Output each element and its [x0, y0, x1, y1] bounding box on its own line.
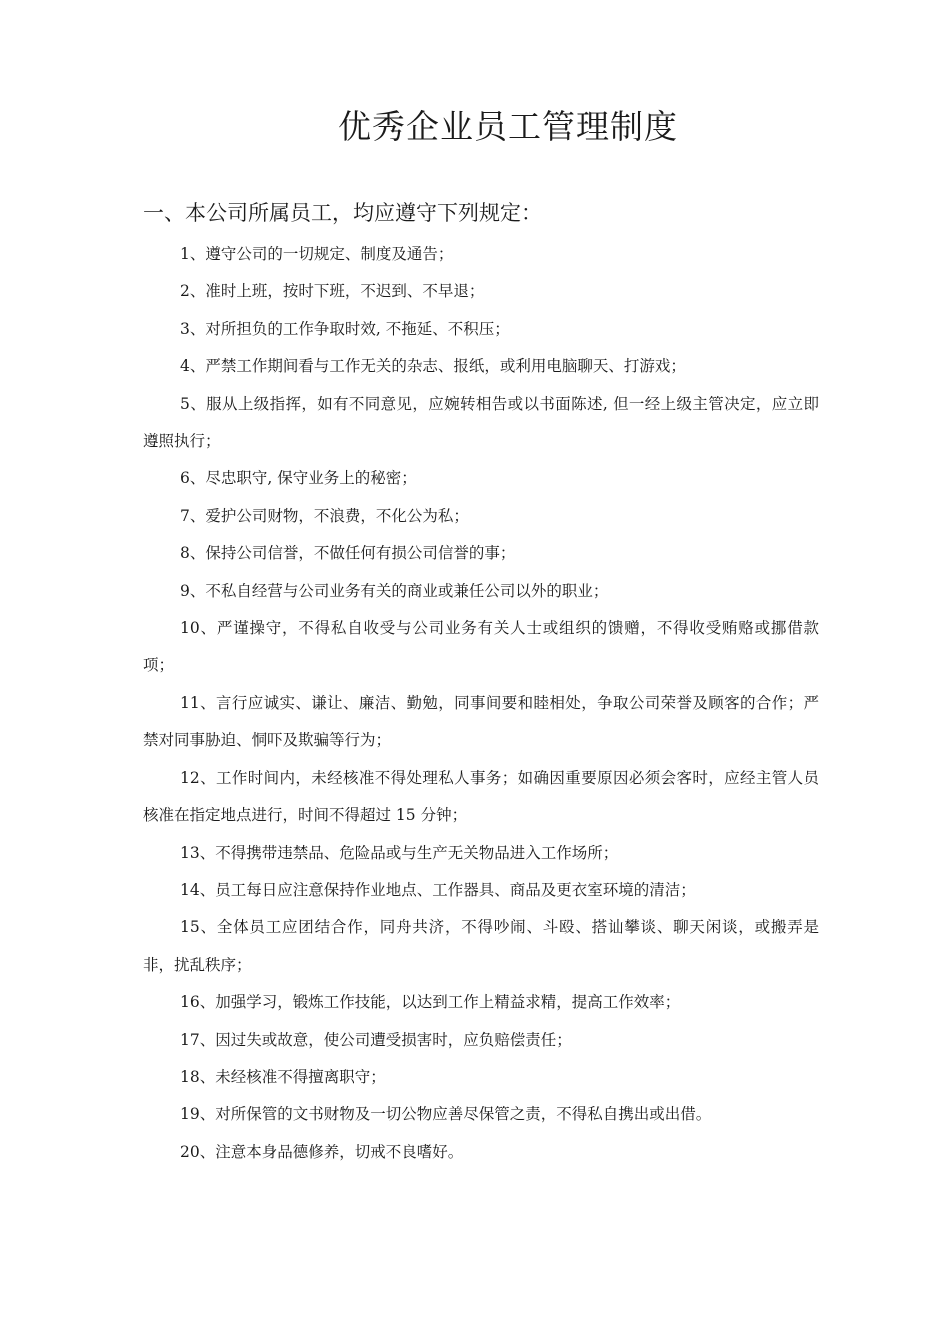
- section-heading: 一、本公司所属员工，均应遵守下列规定：: [143, 201, 542, 225]
- rule-item: 16、加强学习，锻炼工作技能，以达到工作上精益求精，提高工作效率；: [180, 993, 681, 1012]
- rule-item: 13、不得携带违禁品、危险品或与生产无关物品进入工作场所；: [180, 843, 619, 862]
- rule-item: 9、不私自经营与公司业务有关的商业或兼任公司以外的职业；: [180, 581, 609, 600]
- rule-item: 1、遵守公司的一切规定、制度及通告；: [180, 245, 454, 263]
- rule-item: 18、未经核准不得擅离职守；: [180, 1067, 386, 1086]
- rule-item: 6、尽忠职守, 保守业务上的秘密；: [180, 469, 417, 488]
- document-title: 优秀企业员工管理制度: [338, 107, 678, 146]
- rule-item: 2、准时上班，按时下班，不迟到、不早退；: [180, 282, 485, 301]
- rule-item: 12、工作时间内，未经核准不得处理私人事务；如确因重要原因必须会客时，应经主管人员核准在指定地点进行，时间不得超过 15 分钟；: [143, 768, 819, 825]
- rule-item: 7、爱护公司财物，不浪费，不化公为私；: [180, 506, 469, 525]
- rule-item: 10、严谨操守，不得私自收受与公司业务有关人士或组织的馈赠，不得收受贿赂或挪借款项；: [143, 619, 819, 675]
- rule-item: 17、因过失或故意，使公司遭受损害时，应负赔偿责任；: [180, 1030, 572, 1049]
- rule-item: 5、服从上级指挥，如有不同意见，应婉转相告或以书面陈述, 但一经上级主管决定，应立即遵照执行；: [143, 394, 819, 451]
- rule-item: 15、全体员工应团结合作，同舟共济，不得吵闹、斗殴、搭讪攀谈、聊天闲谈，或搬弄是非，扰乱秩序；: [143, 918, 819, 974]
- rule-item: 4、严禁工作期间看与工作无关的杂志、报纸，或利用电脑聊天、打游戏；: [180, 357, 686, 376]
- rule-item: 14、员工每日应注意保持作业地点、工作器具、商品及更衣室环境的清洁；: [180, 880, 696, 899]
- rule-item: 3、对所担负的工作争取时效, 不拖延、不积压；: [180, 319, 510, 338]
- rule-item: 20、注意本身品德修养，切戒不良嗜好。: [180, 1142, 464, 1161]
- rules-list: [143, 236, 819, 1171]
- rule-item: 8、保持公司信誉，不做任何有损公司信誉的事；: [180, 544, 516, 563]
- rule-item: 11、言行应诚实、谦让、廉洁、勤勉，同事间要和睦相处，争取公司荣誉及顾客的合作；严禁对同事胁迫、恫吓及欺骗等行为；: [143, 693, 819, 750]
- rule-item: 19、对所保管的文书财物及一切公物应善尽保管之责，不得私自携出或出借。: [180, 1105, 712, 1124]
